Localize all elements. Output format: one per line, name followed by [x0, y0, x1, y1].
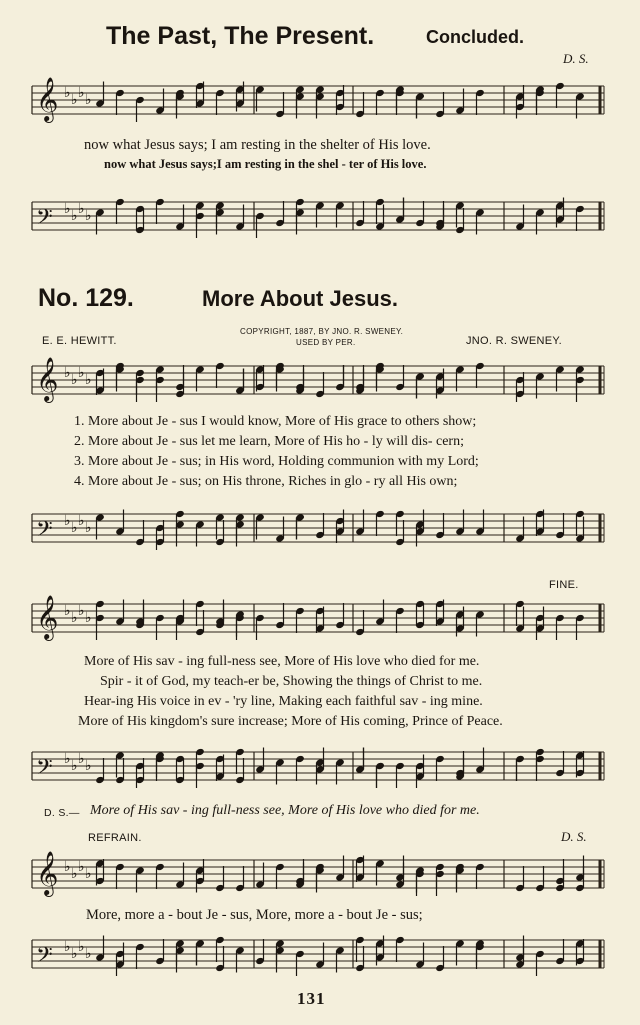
svg-text:♭: ♭: [85, 866, 92, 882]
svg-text:♭: ♭: [64, 365, 71, 381]
staff-top-bass: [28, 188, 608, 248]
concluded-label: Concluded.: [426, 27, 524, 47]
verse-b-4: More of His kingdom's sure increase; More of His coming, Prince of Peace.: [78, 714, 503, 729]
hymn-title: More About Jesus.: [202, 286, 398, 311]
svg-text:♭: ♭: [64, 603, 71, 619]
svg-text:𝄢: 𝄢: [36, 205, 53, 235]
staff-s2-treble: [28, 590, 608, 652]
svg-text:♭: ♭: [78, 939, 85, 955]
staff-refrain-bass: [28, 926, 608, 988]
svg-text:♭: ♭: [85, 610, 92, 626]
svg-text:♭: ♭: [71, 866, 78, 882]
svg-text:𝄞: 𝄞: [36, 595, 59, 639]
verse-b-1: More of His sav - ing full-ness see, More of His love who died for me.: [84, 654, 480, 669]
composer: JNO. R. SWENEY.: [466, 335, 562, 347]
svg-text:♭: ♭: [78, 365, 85, 381]
ds-marker-top: D. S.: [563, 51, 589, 66]
svg-text:♭: ♭: [71, 520, 78, 536]
verse-b-3: Hear-ing His voice in ev - 'ry line, Making each faithful sav - ing mine.: [84, 694, 483, 709]
lyric-top-1: now what Jesus says; I am resting in the shelter of His love.: [84, 137, 431, 153]
refrain-lyric: More, more a - bout Je - sus, More, more a - bout Je - sus;: [86, 907, 423, 923]
svg-text:♭: ♭: [64, 939, 71, 955]
svg-text:♭: ♭: [85, 946, 92, 962]
copyright-line-1: COPYRIGHT, 1887, BY JNO. R. SWENEY.: [240, 327, 404, 336]
svg-text:♭: ♭: [71, 92, 78, 108]
verse-a-1: 1. More about Je - sus I would know, More of His grace to others show;: [74, 414, 477, 429]
svg-text:♭: ♭: [85, 372, 92, 388]
svg-text:𝄢: 𝄢: [36, 517, 53, 547]
staff-s1-bass: [28, 500, 608, 570]
svg-text:♭: ♭: [78, 85, 85, 101]
verse-b-2: Spir - it of God, my teach-er be, Showing the things of Christ to me.: [100, 674, 483, 689]
staff-refrain-treble: [28, 846, 608, 908]
svg-text:♭: ♭: [71, 758, 78, 774]
svg-text:𝄞: 𝄞: [36, 357, 59, 401]
staff-s1-treble: [28, 352, 608, 414]
fine-marker: FINE.: [549, 579, 579, 591]
svg-text:♭: ♭: [85, 758, 92, 774]
svg-text:♭: ♭: [78, 603, 85, 619]
svg-text:♭: ♭: [64, 513, 71, 529]
author: E. E. HEWITT.: [42, 335, 117, 347]
svg-text:♭: ♭: [71, 372, 78, 388]
svg-text:♭: ♭: [78, 859, 85, 875]
svg-text:♭: ♭: [64, 751, 71, 767]
svg-text:♭: ♭: [71, 946, 78, 962]
svg-text:♭: ♭: [78, 751, 85, 767]
verse-a-2: 2. More about Je - sus let me learn, More of His ho - ly will dis- cern;: [74, 434, 464, 449]
verse-a-3: 3. More about Je - sus; in His word, Holding communion with my Lord;: [74, 454, 479, 469]
svg-text:𝄢: 𝄢: [36, 755, 53, 785]
svg-text:♭: ♭: [71, 208, 78, 224]
section-title: The Past, The Present.: [106, 22, 375, 50]
svg-text:♭: ♭: [64, 201, 71, 217]
hymn-number: No. 129.: [38, 284, 134, 312]
refrain-label: REFRAIN.: [88, 832, 142, 844]
staff-s2-bass: [28, 738, 608, 800]
ds-label: D. S.—: [44, 807, 80, 819]
lyric-top-2: now what Jesus says;I am resting in the shel - ter of His love.: [104, 157, 427, 171]
svg-text:♭: ♭: [85, 208, 92, 224]
ds-marker-refrain: D. S.: [561, 829, 587, 844]
copyright-line-2: USED BY PER.: [296, 338, 356, 347]
svg-text:𝄞: 𝄞: [36, 851, 59, 895]
svg-text:𝄢: 𝄢: [36, 943, 53, 973]
svg-text:♭: ♭: [71, 610, 78, 626]
svg-text:♭: ♭: [78, 513, 85, 529]
page-number: 131: [297, 989, 326, 1008]
svg-text:♭: ♭: [78, 201, 85, 217]
staff-top-treble: [28, 72, 608, 132]
svg-text:♭: ♭: [64, 859, 71, 875]
ds-lyric: More of His sav - ing full-ness see, More of His love who died for me.: [90, 803, 480, 818]
svg-text:𝄞: 𝄞: [36, 77, 59, 121]
svg-text:♭: ♭: [85, 92, 92, 108]
verse-a-4: 4. More about Je - sus; on His throne, Riches in glo - ry all His own;: [74, 474, 458, 489]
svg-text:♭: ♭: [85, 520, 92, 536]
svg-text:♭: ♭: [64, 85, 71, 101]
